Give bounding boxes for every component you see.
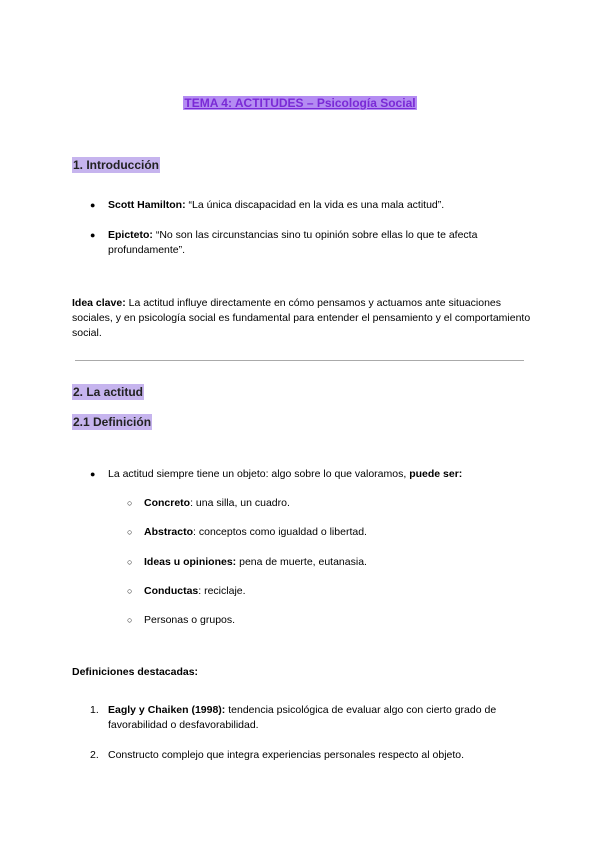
bullet-dot-icon: ● xyxy=(90,200,96,210)
circle-bullet-icon: ○ xyxy=(127,557,133,567)
heading-introduccion: 1. Introducción xyxy=(73,158,160,172)
circle-bullet-icon: ○ xyxy=(127,498,133,508)
document-title: TEMA 4: ACTITUDES – Psicología Social xyxy=(184,96,416,110)
horizontal-divider xyxy=(75,360,524,361)
bullet-dot-icon: ● xyxy=(90,469,96,479)
circle-bullet-icon: ○ xyxy=(127,527,133,537)
circle-bullet-icon: ○ xyxy=(127,615,133,625)
heading-la-actitud: 2. La actitud xyxy=(73,385,144,399)
bullet-dot-icon: ● xyxy=(90,230,96,240)
idea-clave-paragraph: Idea clave: La actitud influye directamente en cómo pensamos y actuamos ante situaciones sociales, y en psicología social es fundamental para entender el pensamiento y el comportamiento social. xyxy=(72,297,531,339)
circle-bullet-icon: ○ xyxy=(127,586,133,596)
definitions-heading: Definiciones destacadas: xyxy=(72,666,199,678)
document-page: TEMA 4: ACTITUDES – Psicología Social 1. Introducción ● Scott Hamilton: “La única discapacidad en la vida es una mala actitud”. ● Epicteto: “No son las circunstancias sino tu opinión sobre ellas lo que te afecta profundamente”. Idea clave: La actitud influye directamente en cómo pensamos y actuamos ante situaciones sociales, y en psicología social es fundamental para entender el pensamiento y el comportamiento social. 2. La actitud 2.1 Definición ● La actitud siempre tiene un objeto: algo sobre lo que valoramos, puede ser: ○ Concreto: una silla, un cuadro. ○ Abstracto: conceptos como igualdad o libertad. ○ Ideas u opiniones: pena de muerte, eutanasia. ○ Conductas: reciclaje. ○ Personas o grupos. Definiciones destacadas: 1. Eagly y Chaiken (1998): tendencia psicológica de evaluar algo con cierto grado de favorabilidad o desfavorabilidad. 2. Constructo complejo que integra experiencias personales respecto al objeto. xyxy=(0,0,600,848)
heading-definicion: 2.1 Definición xyxy=(73,415,152,429)
